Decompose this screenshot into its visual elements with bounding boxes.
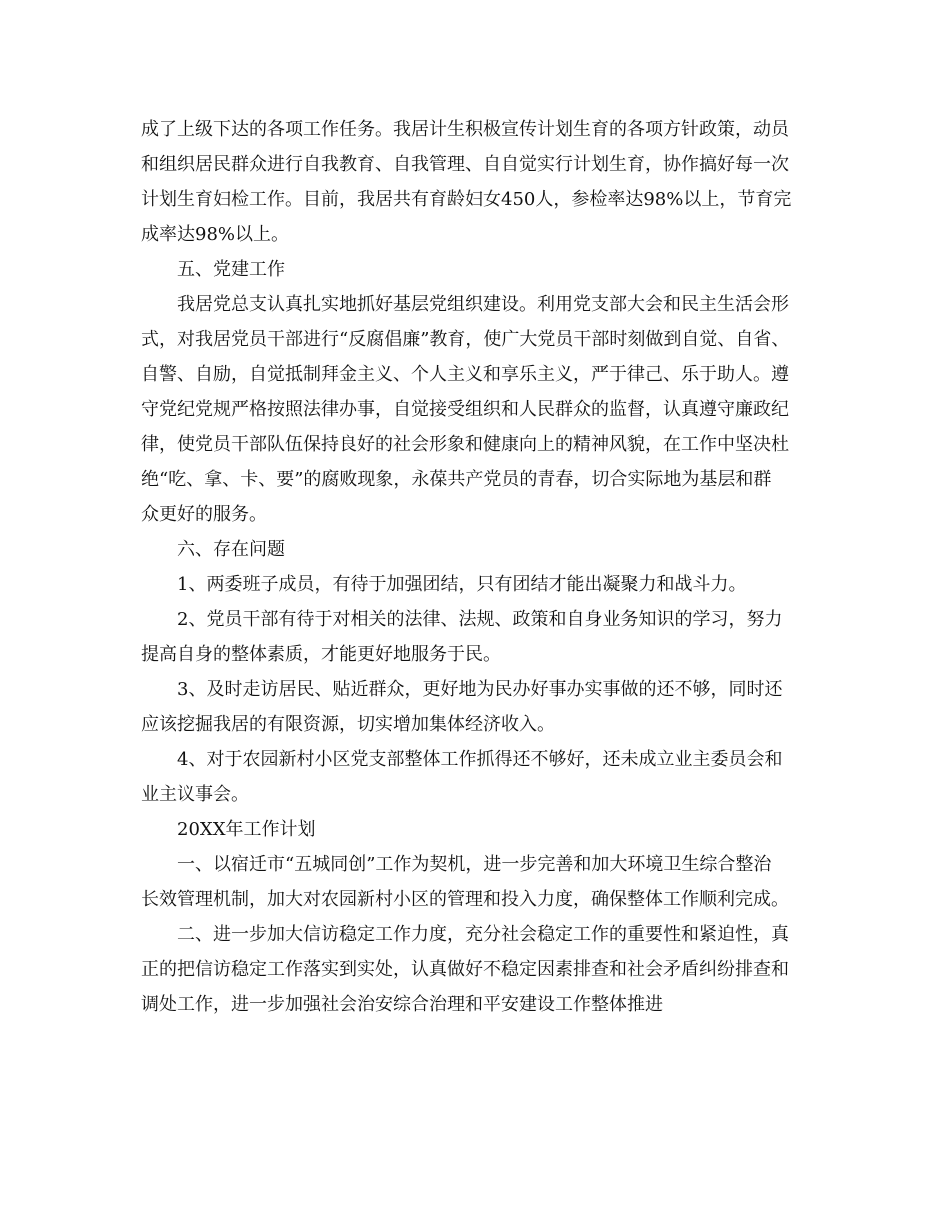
list-item-problem-4	[141, 742, 809, 812]
list-item-problem-2	[141, 602, 809, 672]
paragraph-party-building	[141, 287, 809, 532]
text-line: 守党纪党规严格按照法律办事，自觉接受组织和人民群众的监督，认真遵守廉政纪	[141, 399, 789, 420]
text-line: 长效管理机制，加大对农园新村小区的管理和投入力度，确保整体工作顺利完成。	[141, 889, 789, 910]
section-heading-problems	[141, 532, 809, 567]
heading-text: 五、党建工作	[177, 259, 285, 280]
text-line: 计划生育妇检工作。目前，我居共有育龄妇女450人，参检率达98%以上，节育完	[141, 189, 792, 210]
list-item-problem-3	[141, 672, 809, 742]
text-line: 正的把信访稳定工作落实到实处，认真做好不稳定因素排查和社会矛盾纠纷排查和	[141, 959, 789, 980]
text-line: 4、对于农园新村小区党支部整体工作抓得还不够好，还未成立业主委员会和	[177, 749, 783, 770]
text-line: 调处工作，进一步加强社会治安综合治理和平安建设工作整体推进	[141, 994, 663, 1015]
section-heading-work-plan	[141, 812, 809, 847]
text-line: 1、两委班子成员，有待于加强团结，只有团结才能出凝聚力和战斗力。	[177, 574, 747, 595]
heading-text: 20XX年工作计划	[177, 819, 316, 840]
plan-item-2	[141, 917, 809, 1022]
text-line: 2、党员干部有待于对相关的法律、法规、政策和自身业务知识的学习，努力	[177, 609, 783, 630]
text-line: 律，使党员干部队伍保持良好的社会形象和健康向上的精神风貌，在工作中坚决杜	[141, 434, 789, 455]
document-body	[141, 112, 809, 1022]
text-line: 自警、自励，自觉抵制拜金主义、个人主义和享乐主义，严于律己、乐于助人。遵	[141, 364, 789, 385]
text-line: 式，对我居党员干部进行“反腐倡廉”教育，使广大党员干部时刻做到自觉、自省、	[141, 329, 790, 350]
plan-item-1	[141, 847, 809, 917]
list-item-problem-1	[141, 567, 809, 602]
paragraph-family-planning	[141, 112, 809, 252]
heading-text: 六、存在问题	[177, 539, 285, 560]
text-line: 二、进一步加大信访稳定工作力度，充分社会稳定工作的重要性和紧迫性，真	[177, 924, 789, 945]
text-line: 和组织居民群众进行自我教育、自我管理、自自觉实行计划生育，协作搞好每一次	[141, 154, 789, 175]
text-line: 应该挖掘我居的有限资源，切实增加集体经济收入。	[141, 714, 555, 735]
text-line: 成率达98%以上。	[141, 224, 290, 245]
text-line: 绝“吃、拿、卡、要”的腐败现象，永葆共产党员的青春，切合实际地为基层和群	[141, 469, 772, 490]
text-line: 成了上级下达的各项工作任务。我居计生积极宣传计划生育的各项方针政策，动员	[141, 119, 789, 140]
text-line: 提高自身的整体素质，才能更好地服务于民。	[141, 644, 501, 665]
section-heading-party-building	[141, 252, 809, 287]
text-line: 3、及时走访居民、贴近群众，更好地为民办好事办实事做的还不够，同时还	[177, 679, 783, 700]
text-line: 一、以宿迁市“五城同创”工作为契机，进一步完善和加大环境卫生综合整治	[177, 854, 772, 875]
text-line: 众更好的服务。	[141, 504, 267, 525]
text-line: 业主议事会。	[141, 784, 249, 805]
text-line: 我居党总支认真扎实地抓好基层党组织建设。利用党支部大会和民主生活会形	[177, 294, 789, 315]
